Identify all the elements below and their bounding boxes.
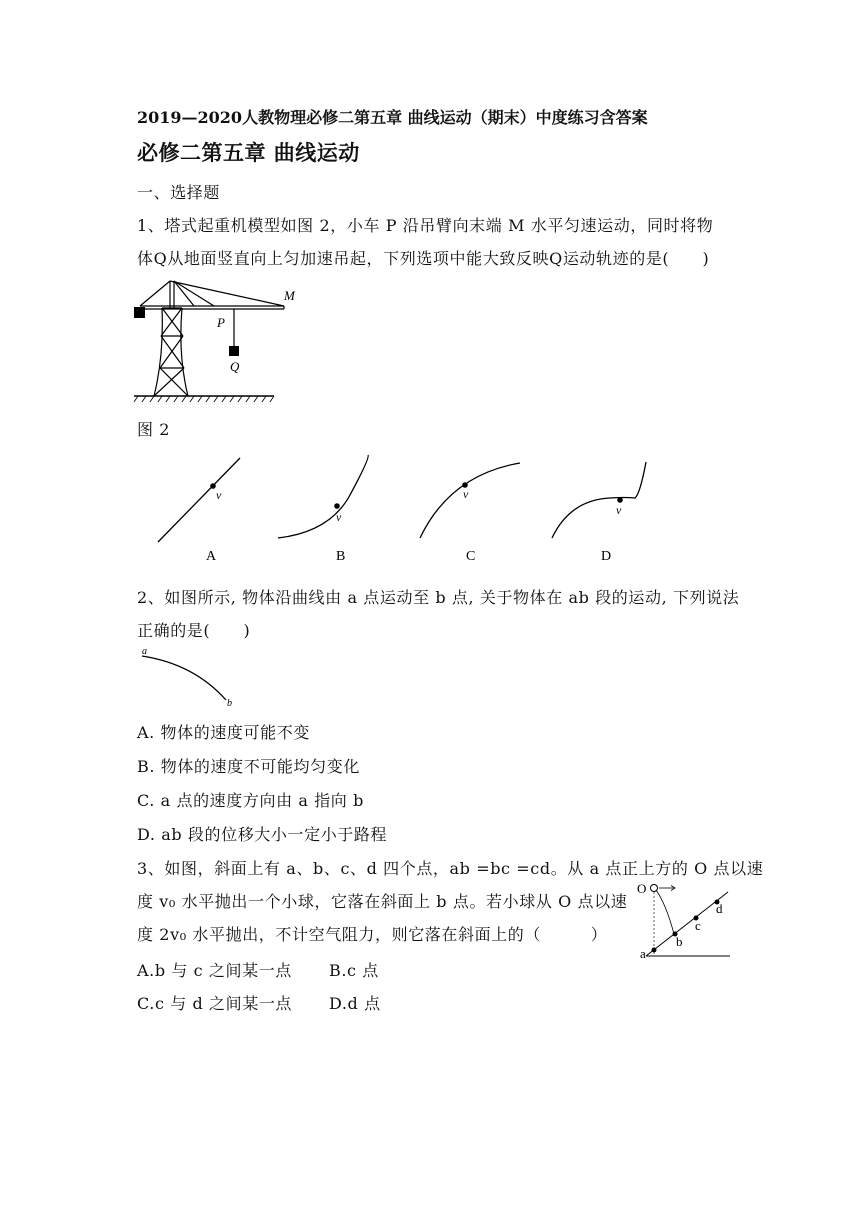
- option-a-graph: [158, 458, 240, 564]
- q2-curve-figure: [134, 644, 244, 714]
- label-o: O: [637, 881, 647, 896]
- svg-text:v: v: [616, 503, 622, 517]
- label-c: c: [695, 918, 701, 933]
- crane-figure: [134, 276, 304, 406]
- document-title: 2019—2020人教物理必修二第五章 曲线运动（期末）中度练习含答案: [137, 108, 648, 127]
- q3-option-d: D.d 点: [329, 994, 381, 1013]
- q2-text-line1: 2、如图所示, 物体沿曲线由 a 点运动至 b 点, 关于物体在 ab 段的运动, 下列说法: [137, 588, 740, 607]
- q3-option-a: A.b 与 c 之间某一点: [137, 961, 292, 980]
- label-p: P: [217, 315, 225, 330]
- label-a: a: [640, 946, 646, 960]
- option-c-graph: [420, 463, 520, 564]
- q2-option-c: C. a 点的速度方向由 a 指向 b: [137, 791, 364, 810]
- label-d: d: [716, 901, 723, 916]
- section-label: 一、选择题: [137, 183, 221, 202]
- svg-text:v: v: [463, 487, 469, 501]
- q3-option-b: B.c 点: [329, 961, 379, 980]
- q1-trajectory-options: [150, 450, 670, 570]
- option-c-label: C: [466, 549, 476, 564]
- q2-option-d: D. ab 段的位移大小一定小于路程: [137, 825, 388, 844]
- option-b-label: B: [336, 549, 346, 564]
- q2-option-a: A. 物体的速度可能不变: [137, 723, 310, 742]
- option-a-label: A: [206, 549, 217, 564]
- figure-caption: 图 2: [137, 420, 171, 439]
- option-b-graph: [278, 455, 368, 564]
- q2-text-line2: 正确的是( ): [137, 621, 251, 640]
- q3-text-line1: 3、如图，斜面上有 a、b、c、d 四个点，ab =bc =cd。从 a 点正上方的 O 点以速: [137, 859, 764, 878]
- label-b: b: [227, 698, 232, 709]
- load-q-block: [229, 346, 239, 356]
- q1-text-line1: 1、塔式起重机模型如图 2，小车 P 沿吊臂向末端 M 水平匀速运动，同时将物: [137, 216, 714, 235]
- label-a: a: [142, 646, 147, 657]
- q3-incline-figure: [634, 878, 734, 960]
- svg-text:v: v: [216, 488, 222, 502]
- label-b: b: [676, 934, 683, 949]
- counterweight-block: [134, 307, 145, 318]
- chapter-heading: 必修二第五章 曲线运动: [137, 140, 360, 165]
- q3-text-line2: 度 v₀ 水平抛出一个小球，它落在斜面上 b 点。若小球从 O 点以速: [137, 892, 628, 911]
- option-d-graph: [552, 462, 646, 564]
- option-d-label: D: [601, 549, 612, 564]
- q1-text-line2: 体Q从地面竖直向上匀加速吊起，下列选项中能大致反映Q运动轨迹的是( ): [137, 249, 710, 268]
- q2-option-b: B. 物体的速度不可能均匀变化: [137, 757, 360, 776]
- svg-text:v: v: [336, 510, 342, 524]
- label-q: Q: [230, 359, 240, 374]
- q3-text-line3: 度 2v₀ 水平抛出，不计空气阻力，则它落在斜面上的（ ）: [137, 925, 608, 944]
- label-m: M: [284, 288, 295, 303]
- q3-option-c: C.c 与 d 之间某一点: [137, 994, 293, 1013]
